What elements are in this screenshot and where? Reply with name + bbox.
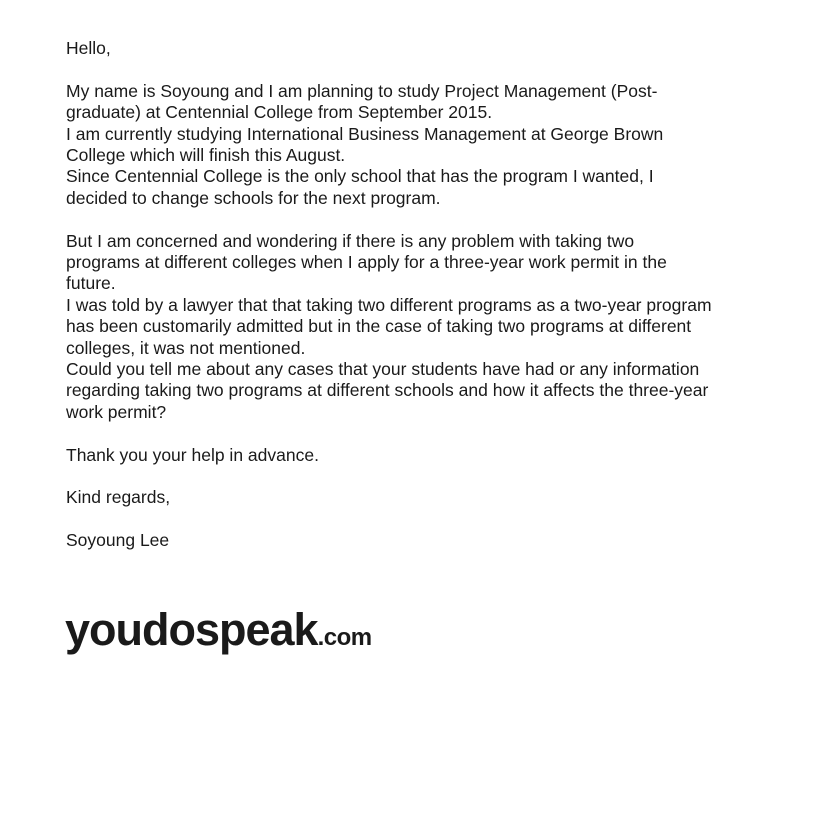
paragraph1-line: College which will finish this August. <box>66 145 346 166</box>
paragraph-spacer <box>66 209 786 230</box>
letter-signature: Soyoung Lee <box>66 530 170 551</box>
paragraph2-line: I was told by a lawyer that that taking two different programs as a two-year program <box>66 294 712 315</box>
paragraph-spacer <box>66 509 786 530</box>
paragraph2-line: future. <box>66 273 116 294</box>
paragraph-spacer <box>66 423 786 444</box>
paragraph2-line: Could you tell me about any cases that your students have had or any information <box>66 359 700 380</box>
paragraph1-line: I am currently studying International Business Management at George Brown <box>66 123 664 144</box>
paragraph1-line: My name is Soyoung and I am planning to study Project Management (Post- <box>66 80 658 101</box>
paragraph-spacer <box>66 466 786 487</box>
email-letter <box>66 38 786 552</box>
brand-logo <box>65 604 372 656</box>
paragraph1-line: graduate) at Centennial College from September 2015. <box>66 102 493 123</box>
letter-closing: Kind regards, <box>66 487 171 508</box>
paragraph2-line: regarding taking two programs at different schools and how it affects the three-year <box>66 380 709 401</box>
paragraph2-line: programs at different colleges when I apply for a three-year work permit in the <box>66 252 667 273</box>
letter-thanks: Thank you your help in advance. <box>66 444 319 465</box>
paragraph1-line: decided to change schools for the next program. <box>66 187 441 208</box>
letter-greeting: Hello, <box>66 38 111 58</box>
paragraph2-line: work permit? <box>66 401 167 422</box>
brand-name: youdospeak <box>65 604 318 655</box>
brand-tld: .com <box>317 624 372 651</box>
paragraph2-line: has been customarily admitted but in the case of taking two programs at different <box>66 316 692 337</box>
paragraph-spacer <box>66 59 786 80</box>
paragraph2-line: colleges, it was not mentioned. <box>66 337 306 358</box>
paragraph1-line: Since Centennial College is the only school that has the program I wanted, I <box>66 166 654 187</box>
paragraph2-line: But I am concerned and wondering if there is any problem with taking two <box>66 230 635 251</box>
